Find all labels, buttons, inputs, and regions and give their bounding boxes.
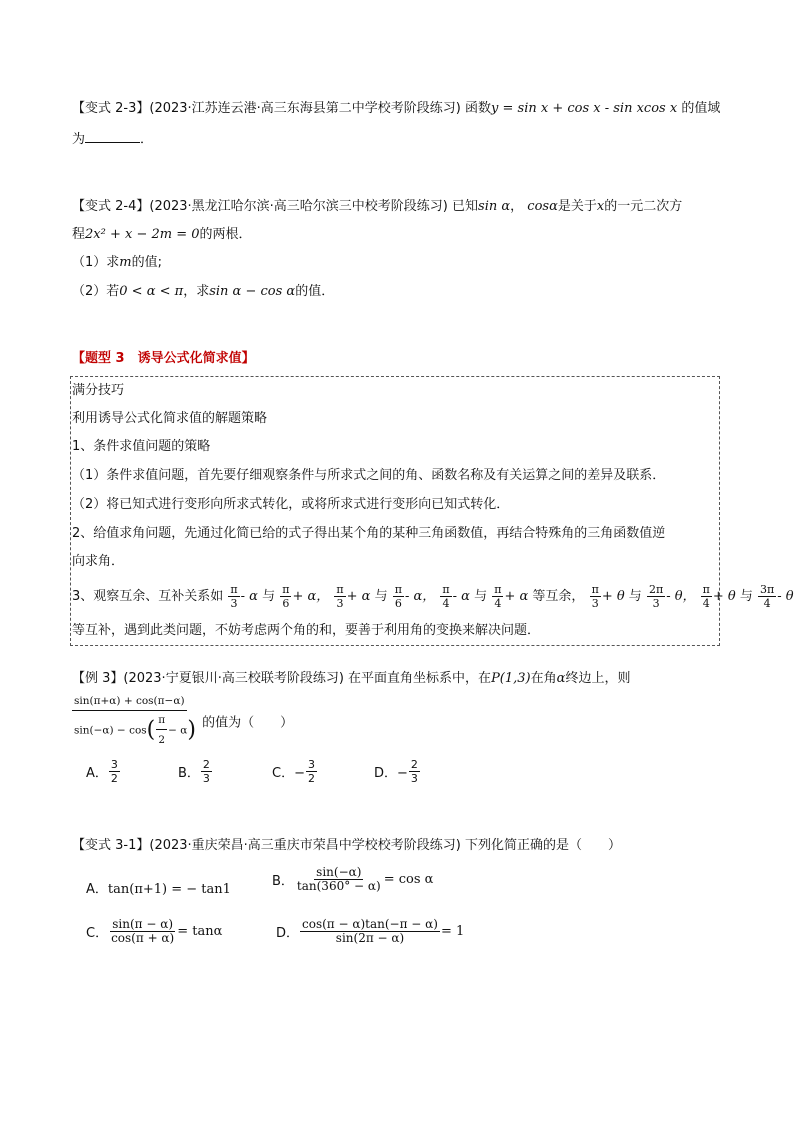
text: （2）若: [72, 284, 120, 299]
tips-line: 等互补，遇到此类问题，不妨考虑两个角的和，要善于利用角的变换来解决问题．: [72, 623, 541, 638]
option-rhs: = tanα: [177, 924, 223, 939]
option-d[interactable]: [276, 918, 464, 945]
variant-3-1-line1: [72, 837, 621, 855]
text: 与: [739, 589, 753, 604]
text: 的两根．: [199, 227, 252, 242]
text: 与: [262, 589, 276, 604]
option-label: D．−: [374, 766, 408, 781]
cos-alpha: cosα: [527, 199, 558, 214]
alpha: α: [556, 671, 566, 686]
question-1: [72, 254, 162, 272]
text: 与: [374, 589, 388, 604]
option-label: C．: [86, 926, 109, 941]
num: 3: [307, 758, 315, 771]
example-3-fraction: sin(π+α) + cos(π−α) sin(−α) − cos( $\frac{\pi}{2}$ − α) 的值为（ ）: [74, 695, 294, 746]
text: 程: [72, 227, 86, 242]
option-expression: tan(π+1) = − tan1: [107, 882, 231, 897]
source: (2023·江苏连云港·高三东海县第二中学校考阶段练习): [149, 101, 461, 116]
numerator: sin(π − α): [112, 917, 174, 931]
text: 在平面直角坐标系中，在: [348, 671, 492, 686]
text: 在角: [530, 671, 557, 686]
variant-2-4-line1: 【变式 2-4】(2023·黑龙江哈尔滨·高三哈尔滨三中校考阶段练习) 已知sin α， cosα是关于x的一元二次方: [72, 199, 683, 214]
text: 3、观察互余、互补关系如: [72, 589, 224, 604]
text: 终边上，则: [565, 671, 631, 686]
text: 的值为（ ）: [202, 715, 294, 731]
variant-tag: 【变式 3-1】: [72, 838, 150, 853]
option-label: A．: [86, 882, 108, 897]
text: 是关于: [557, 199, 597, 214]
text: （1）求: [72, 255, 120, 270]
example-3-line1: [72, 670, 630, 688]
den: 2: [110, 772, 118, 785]
section-title: 【题型 3 诱导公式化简求值】: [72, 351, 255, 366]
answer-blank[interactable]: [85, 130, 140, 143]
option-d[interactable]: [374, 758, 421, 785]
text: 已知: [452, 199, 479, 214]
option-b[interactable]: [272, 866, 433, 893]
expression: sin α − cos α: [209, 284, 296, 299]
text: 与: [474, 589, 488, 604]
option-rhs: = cos α: [383, 872, 434, 887]
option-a[interactable]: [86, 758, 121, 785]
tips-line: 1、条件求值问题的策略: [72, 439, 211, 454]
tips-line: （1）条件求值问题，首先要仔细观察条件与所求式之间的角、函数名称及有关运算之间的差异及联系．: [72, 468, 666, 483]
numerator: sin(−α): [316, 865, 362, 879]
text: 的值．: [295, 284, 335, 299]
option-rhs: = 1: [440, 924, 465, 939]
tips-line: 2、给值求角问题，先通过化简已给的式子得出某个角的某种三角函数值，再结合特殊角的三角函数值逆: [72, 526, 666, 541]
var-x: x: [596, 199, 605, 214]
point-p: P(1,3): [491, 671, 531, 686]
denominator: sin(−α) − cos: [74, 724, 147, 737]
text: 为: [72, 132, 86, 147]
text: 函数: [465, 101, 492, 116]
denominator: tan(360° − α): [296, 879, 381, 893]
num: 2: [410, 758, 418, 771]
var-m: m: [119, 255, 132, 270]
variant-2-3-line1: [72, 100, 720, 118]
tips-line: （2）将已知式进行变形向所求式转化，或将所求式进行变形向已知式转化．: [72, 497, 510, 512]
text: 的值;: [131, 255, 162, 270]
text: 下列化简正确的是（ ）: [465, 838, 622, 853]
source: (2023·宁夏银川·高三校联考阶段练习): [123, 671, 344, 686]
text: ．: [140, 132, 154, 147]
tips-line: 利用诱导公式化简求值的解题策略: [72, 411, 268, 426]
tips-heading: 满分技巧: [72, 383, 125, 398]
option-c[interactable]: [272, 758, 318, 785]
option-label: B．: [272, 874, 294, 889]
option-label: C．−: [272, 766, 305, 781]
numerator: sin(π+α) + cos(π−α): [72, 694, 187, 711]
question-2: [72, 283, 334, 301]
variant-tag: 【变式 2-3】: [72, 101, 150, 116]
den: 2: [307, 772, 315, 785]
condition: 0 < α < π: [119, 284, 184, 299]
option-label: B．: [178, 766, 200, 781]
example-tag: 【例 3】: [72, 671, 124, 686]
variant-tag: 【变式 2-4】: [72, 199, 150, 214]
den: 3: [202, 772, 210, 785]
tips-line-complementary: 3、观察互余、互补关系如 $\frac{\pi}{3}$ - α 与 $\frac{\pi}{6}$ + α， $\frac{\pi}{3}$ + α 与 $\frac{\pi}{6}$ - α， $\frac{\pi}{4}$ - α 与 $\frac{\pi}{4}$ + α 等互余， $\frac{\pi}{3}$ + θ 与 $\frac{2\pi}{3}$ - θ， $\frac{\pi}{4}$ + θ 与 $\frac{3\pi}{4}$ - θ: [72, 583, 794, 610]
source: (2023·黑龙江哈尔滨·高三哈尔滨三中校考阶段练习): [149, 199, 448, 214]
option-c[interactable]: [86, 918, 222, 945]
denominator: cos(π + α): [111, 931, 175, 945]
option-b[interactable]: [178, 758, 213, 785]
num: 3: [110, 758, 118, 771]
num: 2: [202, 758, 210, 771]
option-label: D．: [276, 926, 300, 941]
text: 的值域: [681, 101, 721, 116]
sin-alpha: sin α: [478, 199, 511, 214]
variant-2-3-line2: [72, 130, 153, 149]
numerator: cos(π − α)tan(−π − α): [302, 917, 438, 931]
equation: 2x² + x − 2m = 0: [85, 227, 200, 242]
text: 的一元二次方: [604, 199, 683, 214]
formula: y = sin x + cos x - sin xcos x: [491, 101, 678, 116]
source: (2023·重庆荣昌·高三重庆市荣昌中学校校考阶段练习): [149, 838, 461, 853]
denominator: sin(2π − α): [335, 931, 405, 945]
option-label: A．: [86, 766, 108, 781]
text: 与: [628, 589, 642, 604]
tips-line: 向求角．: [72, 554, 125, 569]
variant-2-4-line2: [72, 226, 252, 244]
text: 等互余，: [532, 589, 585, 604]
text: ，求: [183, 284, 210, 299]
den: 3: [410, 772, 418, 785]
option-a[interactable]: [86, 878, 231, 897]
